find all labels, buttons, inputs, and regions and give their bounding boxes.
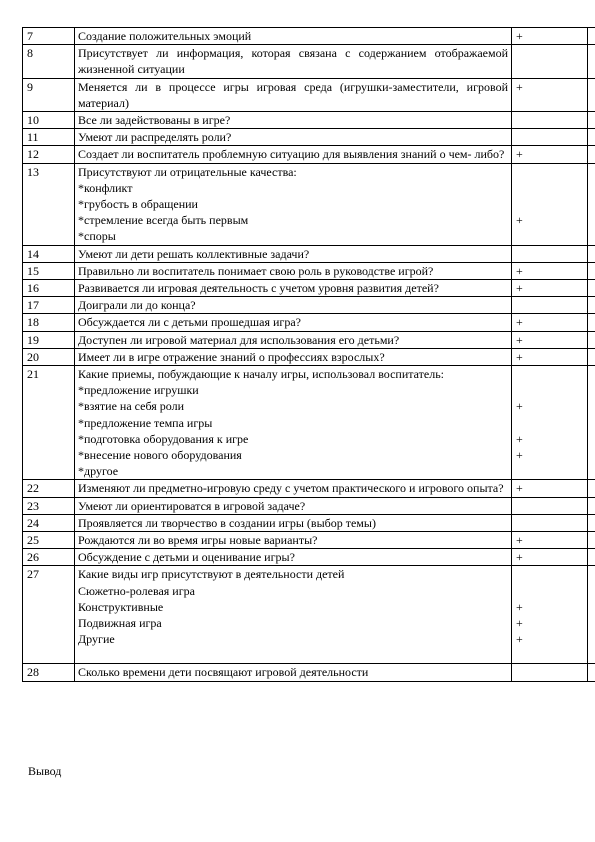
question-text: Создание положительных эмоций [78,29,252,43]
table-row [23,497,595,514]
question-cell [75,297,512,314]
answer-mark [516,228,584,244]
question-line: Подвижная игра [78,615,162,630]
extra-cell [588,78,595,111]
conclusion-heading: Вывод [28,764,62,778]
table-row [23,664,595,681]
question-cell [75,129,512,146]
question-cell [75,28,512,45]
question-text: Обсуждение с детьми и оценивание игры? [78,550,295,565]
table-row [23,314,595,331]
table-row [23,514,595,531]
answer-mark [516,196,584,212]
row-number: 11 [23,129,75,146]
question-text: Меняется ли в процессе игры игровая среда (игрушки-заместители, игровой материал) [78,79,508,110]
extra-cell [588,146,595,163]
answer-mark: + [516,263,523,278]
question-text: Присутствует ли информация, которая связана с содержанием отображаемой жизненной ситуации [78,46,508,77]
table-row [23,146,595,163]
answer-cell [512,279,588,296]
answer-cell [512,129,588,146]
answer-mark: + [516,213,523,228]
answer-mark [516,647,584,663]
answer-mark: + [516,431,523,446]
extra-cell [588,163,595,245]
answer-cell [512,28,588,45]
answer-mark [516,366,584,382]
extra-cell [588,566,595,664]
extra-cell [588,531,595,548]
row-number: 24 [23,514,75,531]
answer-mark: + [516,332,523,347]
answer-cell [512,365,588,479]
row-number: 23 [23,497,75,514]
row-number: 10 [23,112,75,129]
question-text: Создает ли воспитатель проблемную ситуацию для выявления знаний о чем- либо? [78,147,505,162]
question-text: Имеет ли в игре отражение знаний о профессиях взрослых? [78,349,385,364]
question-line: Сюжетно-ролевая игра [78,583,195,598]
question-text: Умеют ли ориентироватся в игровой задаче? [78,498,306,513]
question-cell [75,514,512,531]
answer-cell [512,314,588,331]
question-line: *споры [78,229,116,244]
question-cell [75,314,512,331]
question-text: Развивается ли игровая деятельность с учетом уровня развития детей? [78,280,439,295]
answer-cell [512,163,588,245]
question-cell [75,480,512,497]
question-cell [75,566,512,664]
extra-cell [588,549,595,566]
row-number: 13 [23,163,75,245]
table-row [23,28,595,45]
answer-cell [512,497,588,514]
row-number: 18 [23,314,75,331]
question-cell [75,365,512,479]
table-row [23,279,595,296]
answer-cell [512,514,588,531]
question-line: *подготовка оборудования к игре [78,431,249,446]
row-number: 25 [23,531,75,548]
extra-cell [588,365,595,479]
answer-mark [516,415,584,431]
question-text: Сколько времени дети посвящают игровой деятельности [78,665,369,680]
question-cell [75,664,512,681]
table-row [23,262,595,279]
question-text: Изменяют ли предметно-игровую среду с учетом практического и игрового опыта? [78,481,504,496]
row-number: 19 [23,331,75,348]
extra-cell [588,297,595,314]
question-line: *другое [78,464,119,479]
extra-cell [588,28,595,45]
extra-cell [588,129,595,146]
survey-table-container [22,27,595,682]
survey-table [22,27,595,682]
answer-mark: + [516,599,523,614]
answer-mark: + [516,532,523,547]
question-cell [75,112,512,129]
table-row [23,112,595,129]
table-row [23,245,595,262]
question-text: Проявляется ли творчество в создании игры (выбор темы) [78,515,376,530]
question-line: Присутствуют ли отрицательные качества: [78,164,297,179]
row-number: 20 [23,348,75,365]
question-cell [75,45,512,78]
answer-cell [512,664,588,681]
extra-cell [588,664,595,681]
row-number: 7 [23,28,75,45]
table-row [23,78,595,111]
answer-mark [516,583,584,599]
table-row [23,163,595,245]
question-cell [75,331,512,348]
question-text: Доступен ли игровой материал для использования его детьми? [78,332,400,347]
answer-cell [512,331,588,348]
row-number: 12 [23,146,75,163]
extra-cell [588,480,595,497]
answer-mark [516,164,584,180]
question-cell [75,245,512,262]
row-number: 22 [23,480,75,497]
question-text: Правильно ли воспитатель понимает свою роль в руководстве игрой? [78,263,434,278]
extra-cell [588,279,595,296]
answer-mark: + [516,632,523,647]
row-number: 8 [23,45,75,78]
table-row [23,45,595,78]
answer-mark: + [516,29,523,43]
question-cell [75,262,512,279]
answer-cell [512,78,588,111]
extra-cell [588,262,595,279]
table-row [23,297,595,314]
question-line: *предложение темпа игры [78,415,213,430]
table-row [23,549,595,566]
extra-cell [588,514,595,531]
answer-mark: + [516,481,523,496]
question-text: Все ли задействованы в игре? [78,113,231,128]
extra-cell [588,497,595,514]
answer-mark: + [516,349,523,364]
answer-mark [516,463,584,479]
table-row [23,531,595,548]
question-cell [75,348,512,365]
row-number: 28 [23,664,75,681]
question-line: *стремление всегда быть первым [78,213,249,228]
row-number: 21 [23,365,75,479]
answer-mark [516,180,584,196]
extra-cell [588,45,595,78]
question-cell [75,531,512,548]
row-number: 9 [23,78,75,111]
question-line: Другие [78,632,115,647]
table-row [23,331,595,348]
answer-cell [512,531,588,548]
extra-cell [588,245,595,262]
row-number: 15 [23,262,75,279]
answer-mark: + [516,280,523,295]
question-line: *взятие на себя роли [78,399,185,414]
question-cell [75,146,512,163]
question-cell [75,163,512,245]
question-cell [75,497,512,514]
answer-mark: + [516,550,523,565]
row-number: 14 [23,245,75,262]
question-line [78,647,508,663]
table-row [23,348,595,365]
answer-mark: + [516,147,523,162]
question-line: *внесение нового оборудования [78,447,242,462]
survey-table-body [23,28,595,682]
answer-mark [516,382,584,398]
answer-cell [512,549,588,566]
answer-cell [512,480,588,497]
answer-cell [512,262,588,279]
question-text: Умеют ли распределять роли? [78,130,232,145]
table-row [23,129,595,146]
question-line: *конфликт [78,180,133,195]
answer-mark: + [516,615,523,630]
answer-mark: + [516,79,523,94]
question-line: Какие приемы, побуждающие к началу игры, использовал воспитатель: [78,366,445,381]
row-number: 27 [23,566,75,664]
question-text: Умеют ли дети решать коллективные задачи? [78,246,310,261]
extra-cell [588,112,595,129]
question-cell [75,549,512,566]
answer-cell [512,245,588,262]
answer-cell [512,112,588,129]
question-text: Доиграли ли до конца? [78,298,196,313]
table-row [23,480,595,497]
answer-mark: + [516,315,523,330]
question-line: Конструктивные [78,599,164,614]
answer-cell [512,348,588,365]
question-line: *грубость в обращении [78,197,198,211]
extra-cell [588,314,595,331]
answer-mark: + [516,447,523,462]
question-cell [75,78,512,111]
question-cell [75,279,512,296]
answer-cell [512,45,588,78]
question-text: Рождаются ли во время игры новые варианты? [78,532,318,547]
row-number: 26 [23,549,75,566]
extra-cell [588,331,595,348]
question-text: Обсуждается ли с детьми прошедшая игра? [78,315,301,330]
answer-mark [516,566,584,582]
question-line: *предложение игрушки [78,383,199,398]
answer-cell [512,297,588,314]
extra-cell [588,348,595,365]
table-row [23,566,595,664]
question-line: Какие виды игр присутствуют в деятельности детей [78,567,345,582]
row-number: 16 [23,279,75,296]
answer-mark: + [516,399,523,414]
answer-cell [512,146,588,163]
row-number: 17 [23,297,75,314]
answer-cell [512,566,588,664]
table-row [23,365,595,479]
